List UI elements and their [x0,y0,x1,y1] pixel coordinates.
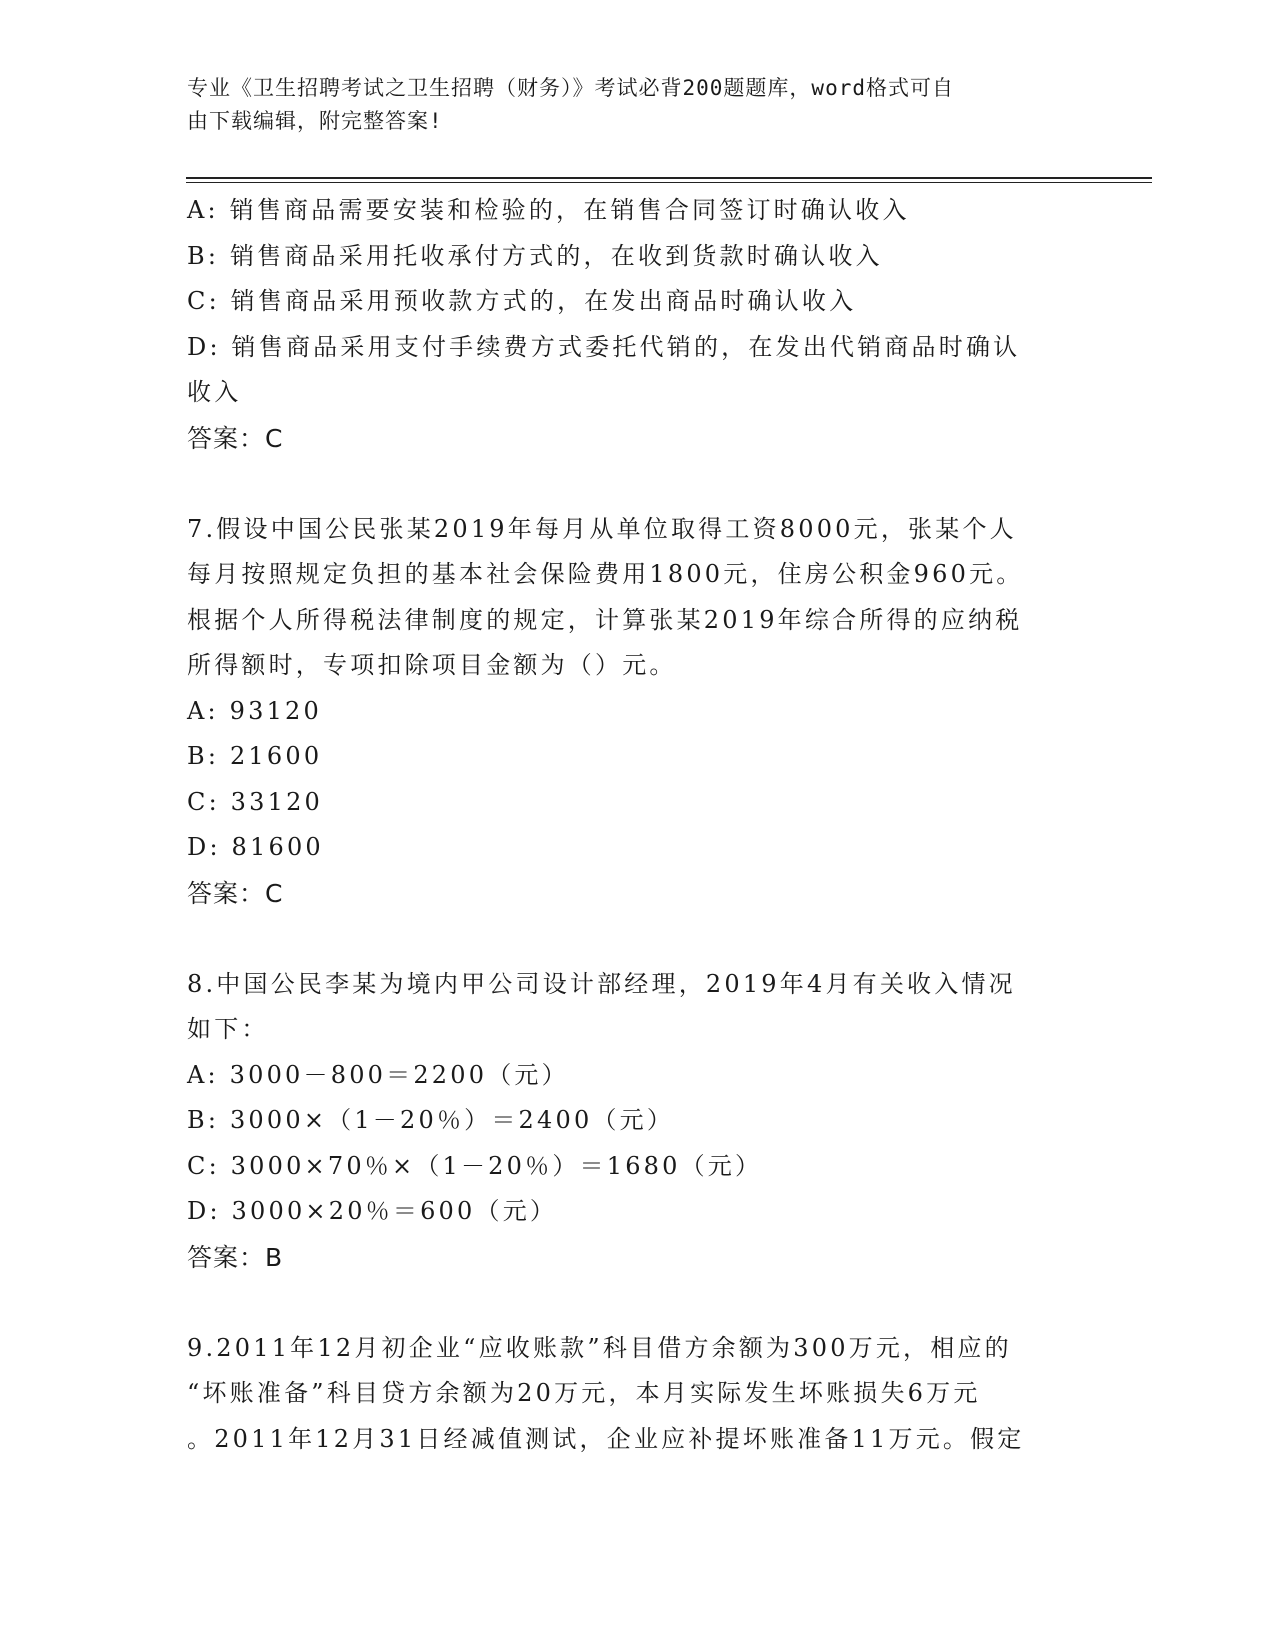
q7-option-d: D: 81600 [187,833,324,861]
q8-option-b: B: 3000×（1－20％）＝2400（元） [187,1106,675,1134]
header-divider-thin [186,182,1152,183]
q7-option-a: A: 93120 [187,696,322,725]
q8-answer: 答案：B [187,1242,284,1272]
question-6 [187,188,1087,461]
question-7 [187,507,1087,917]
q9-stem-line-3: 。2011年12月31日经减值测试，企业应补提坏账准备11万元。假定 [187,1424,1025,1453]
q8-stem-line-2: 如下： [187,1015,269,1043]
question-8 [187,962,1087,1281]
document-header [187,72,1067,138]
header-title-line-1: 专业《卫生招聘考试之卫生招聘（财务）》考试必背200题题库，word格式可自 [187,76,954,100]
q7-stem-line-3: 根据个人所得税法律制度的规定，计算张某2019年综合所得的应纳税 [187,605,1023,634]
header-divider-thick [186,177,1152,179]
q6-option-c: C: 销售商品采用预收款方式的，在发出商品时确认收入 [187,287,857,315]
document-body [187,188,1087,1462]
q6-option-a: A: 销售商品需要安装和检验的，在销售合同签订时确认收入 [187,196,910,224]
q6-option-d-line-2: 收入 [187,378,242,406]
q6-answer: 答案：C [187,423,284,453]
q8-stem-line-1: 8.中国公民李某为境内甲公司设计部经理，2019年4月有关收入情况 [187,969,1016,998]
question-spacer [187,916,1087,962]
q7-stem-line-4: 所得额时，专项扣除项目金额为（）元。 [187,651,677,679]
header-title-line-2: 由下载编辑，附完整答案! [187,109,443,133]
question-spacer [187,461,1087,507]
q8-option-d: D: 3000×20％＝600（元） [187,1197,558,1225]
q7-stem-line-2: 每月按照规定负担的基本社会保险费用1800元，住房公积金960元。 [187,560,1024,588]
question-9 [187,1326,1087,1463]
q7-answer: 答案：C [187,878,284,908]
q9-stem-line-2: “坏账准备”科目贷方余额为20万元，本月实际发生坏账损失6万元 [187,1379,981,1407]
q6-option-d-line-1: D: 销售商品采用支付手续费方式委托代销的，在发出代销商品时确认 [187,332,1021,361]
q8-option-c: C: 3000×70％×（1－20％）＝1680（元） [187,1151,763,1180]
q6-option-b: B: 销售商品采用托收承付方式的，在收到货款时确认收入 [187,241,883,270]
q7-stem-line-1: 7.假设中国公民张某2019年每月从单位取得工资8000元，张某个人 [187,514,1017,543]
q9-stem-line-1: 9.2011年12月初企业“应收账款”科目借方余额为300万元，相应的 [187,1333,1012,1362]
q7-option-c: C: 33120 [187,787,324,816]
q7-option-b: B: 21600 [187,742,323,770]
q8-option-a: A: 3000－800＝2200（元） [187,1060,569,1089]
question-spacer [187,1280,1087,1326]
